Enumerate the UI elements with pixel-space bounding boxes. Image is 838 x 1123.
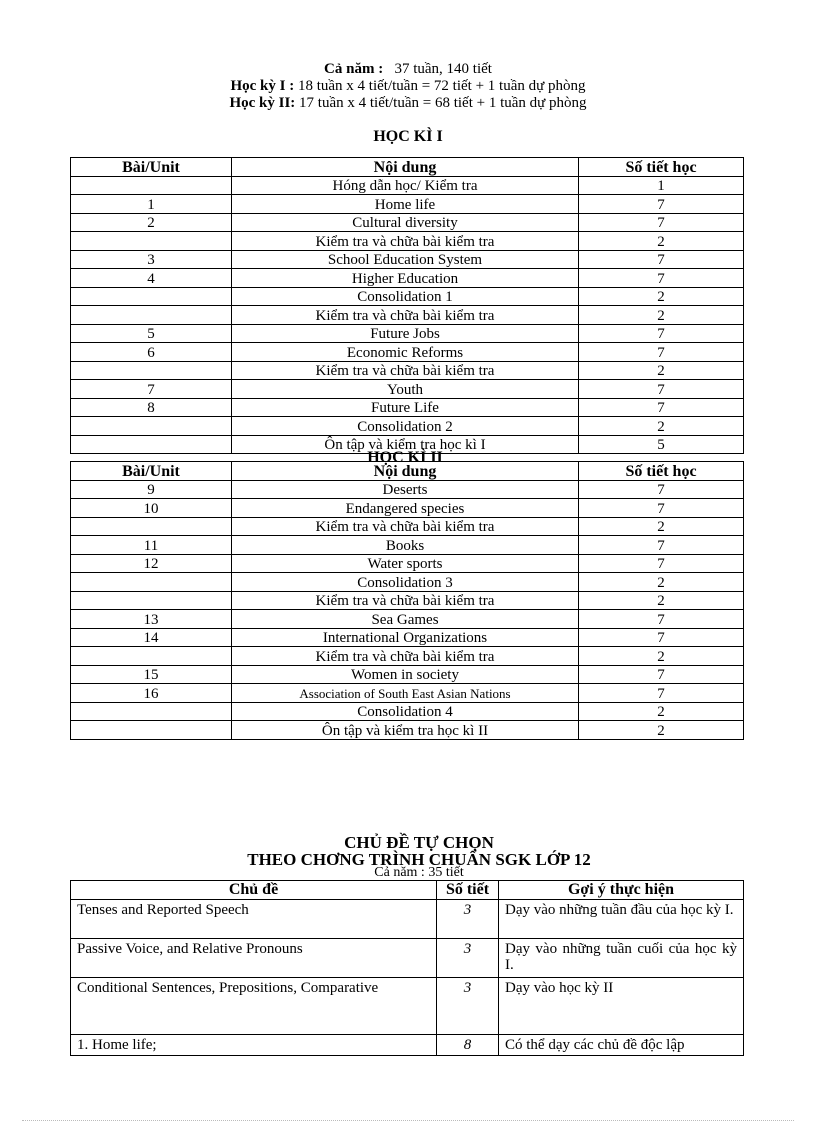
content-cell: Ôn tập và kiểm tra học kì I [232,435,579,454]
col-topic: Chủ đề [71,881,437,900]
content-cell: Economic Reforms [232,343,579,362]
table-row [71,250,744,269]
table-row [71,517,744,536]
unit-cell [71,647,232,666]
unit-cell [71,417,232,436]
content-cell: Cultural diversity [232,213,579,232]
col-unit: Bài/Unit [71,462,232,481]
topic-periods-cell: 8 [437,1035,499,1056]
content-cell: Kiểm tra và chữa bài kiểm tra [232,591,579,610]
sem1-value: 18 tuần x 4 tiết/tuần = 72 tiết + 1 tuần dự phòng [297,78,586,94]
periods-cell: 7 [579,665,744,684]
content-cell: Sea Games [232,610,579,629]
content-cell: Kiểm tra và chữa bài kiểm tra [232,232,579,251]
unit-cell [71,573,232,592]
periods-cell: 2 [579,573,744,592]
unit-cell [71,591,232,610]
topic-cell: Tenses and Reported Speech [71,900,437,939]
year-value: 37 tuần, 140 tiết [394,61,492,77]
topic-periods-cell: 3 [437,900,499,939]
content-cell: Water sports [232,554,579,573]
periods-cell: 7 [579,628,744,647]
col-content: Nội dung [232,158,579,177]
unit-cell [71,517,232,536]
table-row [71,269,744,288]
table-row [71,213,744,232]
topic-cell: Conditional Sentences, Prepositions, Comparative [71,978,437,1035]
periods-cell: 7 [579,269,744,288]
content-cell: Association of South East Asian Nations [232,684,579,703]
sem2-value: 17 tuần x 4 tiết/tuần = 68 tiết + 1 tuần dự phòng [299,95,587,111]
periods-cell: 2 [579,361,744,380]
table-row [71,480,744,499]
unit-cell: 10 [71,499,232,518]
unit-cell: 7 [71,380,232,399]
table-row [71,591,744,610]
periods-cell: 5 [579,435,744,454]
col-content-label: Nội dung [373,462,437,480]
topics-subtitle-program: THEO CHƠNG TRÌNH CHUẨN SGK LỚP 12 [247,850,591,869]
periods-cell: 7 [579,213,744,232]
semester2-title: HỌC KÌ II [367,449,443,466]
col-periods: Số tiết học [579,158,744,177]
unit-cell [71,287,232,306]
table-row [71,398,744,417]
content-cell: Future Jobs [232,324,579,343]
content-cell: International Organizations [232,628,579,647]
table-row [71,536,744,555]
periods-cell: 7 [579,684,744,703]
table-row [71,287,744,306]
semester1-summary [0,77,816,95]
table-row [71,721,744,740]
content-cell: Kiểm tra và chữa bài kiểm tra [232,306,579,325]
col-suggestion: Gợi ý thực hiện [499,881,744,900]
content-cell: Consolidation 1 [232,287,579,306]
unit-cell: 9 [71,480,232,499]
table-row [71,195,744,214]
unit-cell: 15 [71,665,232,684]
year-summary [0,60,816,78]
periods-cell: 2 [579,232,744,251]
table-row [71,573,744,592]
suggestion-cell: Dạy vào những tuần đầu của học kỳ I. [499,900,744,939]
table-row [71,343,744,362]
unit-cell: 2 [71,213,232,232]
suggestion-cell: Có thể dạy các chủ đề độc lập [499,1035,744,1056]
content-cell: Kiểm tra và chữa bài kiểm tra [232,517,579,536]
periods-cell: 7 [579,499,744,518]
suggestion-cell: Dạy vào những tuần cuối của học kỳ I. [499,939,744,978]
content-cell: Ôn tập và kiểm tra học kì II [232,721,579,740]
periods-cell: 2 [579,591,744,610]
unit-cell: 3 [71,250,232,269]
table-row [71,232,744,251]
content-cell: Books [232,536,579,555]
unit-cell: 14 [71,628,232,647]
topics-year-total: Cả năm : 35 tiết [374,865,464,880]
unit-cell [71,306,232,325]
content-cell: Women in society [232,665,579,684]
unit-cell [71,232,232,251]
table-row [71,499,744,518]
unit-cell [71,702,232,721]
table-row [71,417,744,436]
col-topic-periods: Số tiết [437,881,499,900]
content-cell: Consolidation 3 [232,573,579,592]
periods-cell: 7 [579,380,744,399]
periods-cell: 2 [579,306,744,325]
semester1-title: HỌC KÌ I [373,128,443,145]
topic-cell: 1. Home life; [71,1035,437,1056]
periods-cell: 7 [579,398,744,417]
table-row [71,306,744,325]
periods-cell: 2 [579,417,744,436]
periods-cell: 7 [579,195,744,214]
content-cell: Kiểm tra và chữa bài kiểm tra [232,361,579,380]
unit-cell: 1 [71,195,232,214]
unit-cell [71,721,232,740]
content-cell: Hóng dẫn học/ Kiểm tra [232,176,579,195]
periods-cell: 7 [579,554,744,573]
topic-periods-cell: 3 [437,939,499,978]
topics-table [70,880,744,1056]
unit-cell [71,176,232,195]
periods-cell: 7 [579,343,744,362]
table-row [71,361,744,380]
table-row [71,684,744,703]
periods-cell: 7 [579,610,744,629]
content-cell: Kiểm tra và chữa bài kiểm tra [232,647,579,666]
periods-cell: 2 [579,721,744,740]
periods-cell: 2 [579,702,744,721]
table-row [71,176,744,195]
content-cell: School Education System [232,250,579,269]
suggestion-cell: Dạy vào học kỳ II [499,978,744,1035]
semester2-summary [0,94,816,112]
periods-cell: 2 [579,287,744,306]
col-unit: Bài/Unit [71,158,232,177]
table-row [71,628,744,647]
unit-cell: 4 [71,269,232,288]
unit-cell [71,361,232,380]
sem1-label: Học kỳ I : [230,78,295,94]
table-row [71,610,744,629]
unit-cell: 16 [71,684,232,703]
periods-cell: 2 [579,517,744,536]
semester1-table [70,157,744,454]
periods-cell: 7 [579,324,744,343]
table-row [71,554,744,573]
unit-cell: 5 [71,324,232,343]
unit-cell [71,435,232,454]
table-row [71,665,744,684]
content-cell: Youth [232,380,579,399]
periods-cell: 2 [579,647,744,666]
content-cell: Endangered species [232,499,579,518]
unit-cell: 11 [71,536,232,555]
periods-cell: 7 [579,536,744,555]
unit-cell: 12 [71,554,232,573]
content-cell: Future Life [232,398,579,417]
unit-cell: 8 [71,398,232,417]
col-content [232,449,579,481]
table-header-row [71,158,744,177]
topic-cell: Passive Voice, and Relative Pronouns [71,939,437,978]
table-row [71,900,744,939]
table-header-row [71,881,744,900]
topic-periods-cell: 3 [437,978,499,1035]
page-bottom-divider [22,1120,794,1121]
topics-title: CHỦ ĐỀ TỰ CHỌN [344,833,494,852]
content-cell: Consolidation 2 [232,417,579,436]
year-label: Cả năm : [324,61,384,77]
periods-cell: 7 [579,480,744,499]
col-periods: Số tiết học [579,462,744,481]
sem2-label: Học kỳ II: [229,95,296,111]
table-row [71,702,744,721]
table-header-row [71,462,744,481]
periods-cell: 1 [579,176,744,195]
semester2-table [70,449,744,740]
content-cell: Consolidation 4 [232,702,579,721]
table-row [71,324,744,343]
table-row [71,1035,744,1056]
content-cell: Higher Education [232,269,579,288]
table-row [71,939,744,978]
table-row [71,978,744,1035]
periods-cell: 7 [579,250,744,269]
content-cell: Deserts [232,480,579,499]
unit-cell: 6 [71,343,232,362]
table-row [71,380,744,399]
unit-cell: 13 [71,610,232,629]
table-row [71,647,744,666]
content-cell: Home life [232,195,579,214]
